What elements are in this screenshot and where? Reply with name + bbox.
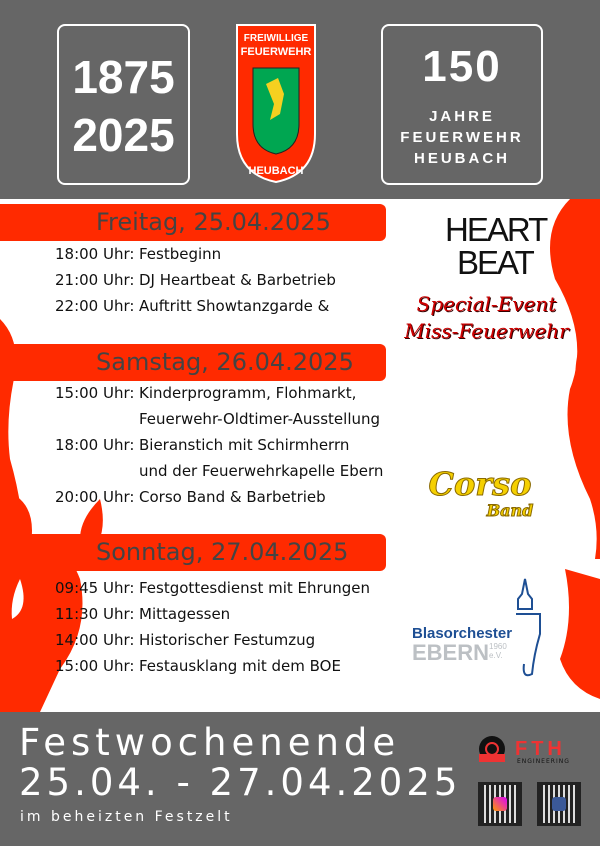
instagram-qr-code[interactable] [478,782,522,826]
event-row-continued: und der Feuerwehrkapelle Ebern [139,462,384,480]
years-box [57,24,190,185]
footer-dates: 25.04. - 27.04.2025 [19,761,462,804]
event-row: 18:00 Uhr: Festbeginn [55,245,222,263]
event-row: 09:45 Uhr: Festgottesdienst mit Ehrungen [55,579,370,597]
footer: Festwochenende 25.04. - 27.04.2025 im beheizten Festzelt FTH ENGINEERING [0,712,600,846]
blasorchester-logo: Blasorchester EBERN1960 e.V. [412,625,513,665]
footer-title: Festwochenende [19,721,401,764]
program [0,199,600,712]
year-start: 1875 [72,51,175,103]
anniversary-box [381,24,543,185]
event-row: 11:30 Uhr: Mittagessen [55,605,231,623]
event-row: 21:00 Uhr: DJ Heartbeat & Barbetrieb [55,271,336,289]
event-row: 14:00 Uhr: Historischer Festumzug [55,631,316,649]
gear-icon [477,734,507,764]
corso-band-logo: Corso Band [428,465,534,520]
anniversary-line: HEUBACH [414,150,510,167]
footer-location: im beheizten Festzelt [20,809,233,825]
treble-clef-tower-icon [510,574,550,684]
day-banner-sunday: Sonntag, 27.04.2025 [0,534,386,571]
anniversary-line: JAHRE [429,108,495,125]
facebook-icon [552,797,566,811]
anniversary-number: 150 [422,42,502,91]
instagram-icon [493,797,507,811]
event-row: 15:00 Uhr: Kinderprogramm, Flohmarkt, [55,384,357,402]
anniversary-line: FEUERWEHR [400,129,524,146]
header [0,0,600,199]
year-end: 2025 [72,109,175,161]
emblem-middle: FEUERWEHR [240,46,312,58]
heartbeat-logo: HEART BEAT [445,211,547,281]
event-row: 15:00 Uhr: Festausklang mit dem BOE [55,657,341,675]
emblem-bottom: HEUBACH [248,165,304,177]
facebook-qr-code[interactable] [537,782,581,826]
event-row: 22:00 Uhr: Auftritt Showtanzgarde & [55,297,330,315]
event-row-continued: Feuerwehr-Oldtimer-Ausstellung [139,410,381,428]
special-event-text: Special-Event Miss-Feuerwehr [404,292,569,343]
event-row: 18:00 Uhr: Bieranstich mit Schirmherrn [55,436,350,454]
day-banner-friday: Freitag, 25.04.2025 [0,204,386,241]
event-row: 20:00 Uhr: Corso Band & Barbetrieb [55,488,326,506]
emblem-top: FREIWILLIGE [243,33,309,44]
fire-brigade-emblem [236,24,316,184]
day-banner-saturday: Samstag, 26.04.2025 [0,344,386,381]
